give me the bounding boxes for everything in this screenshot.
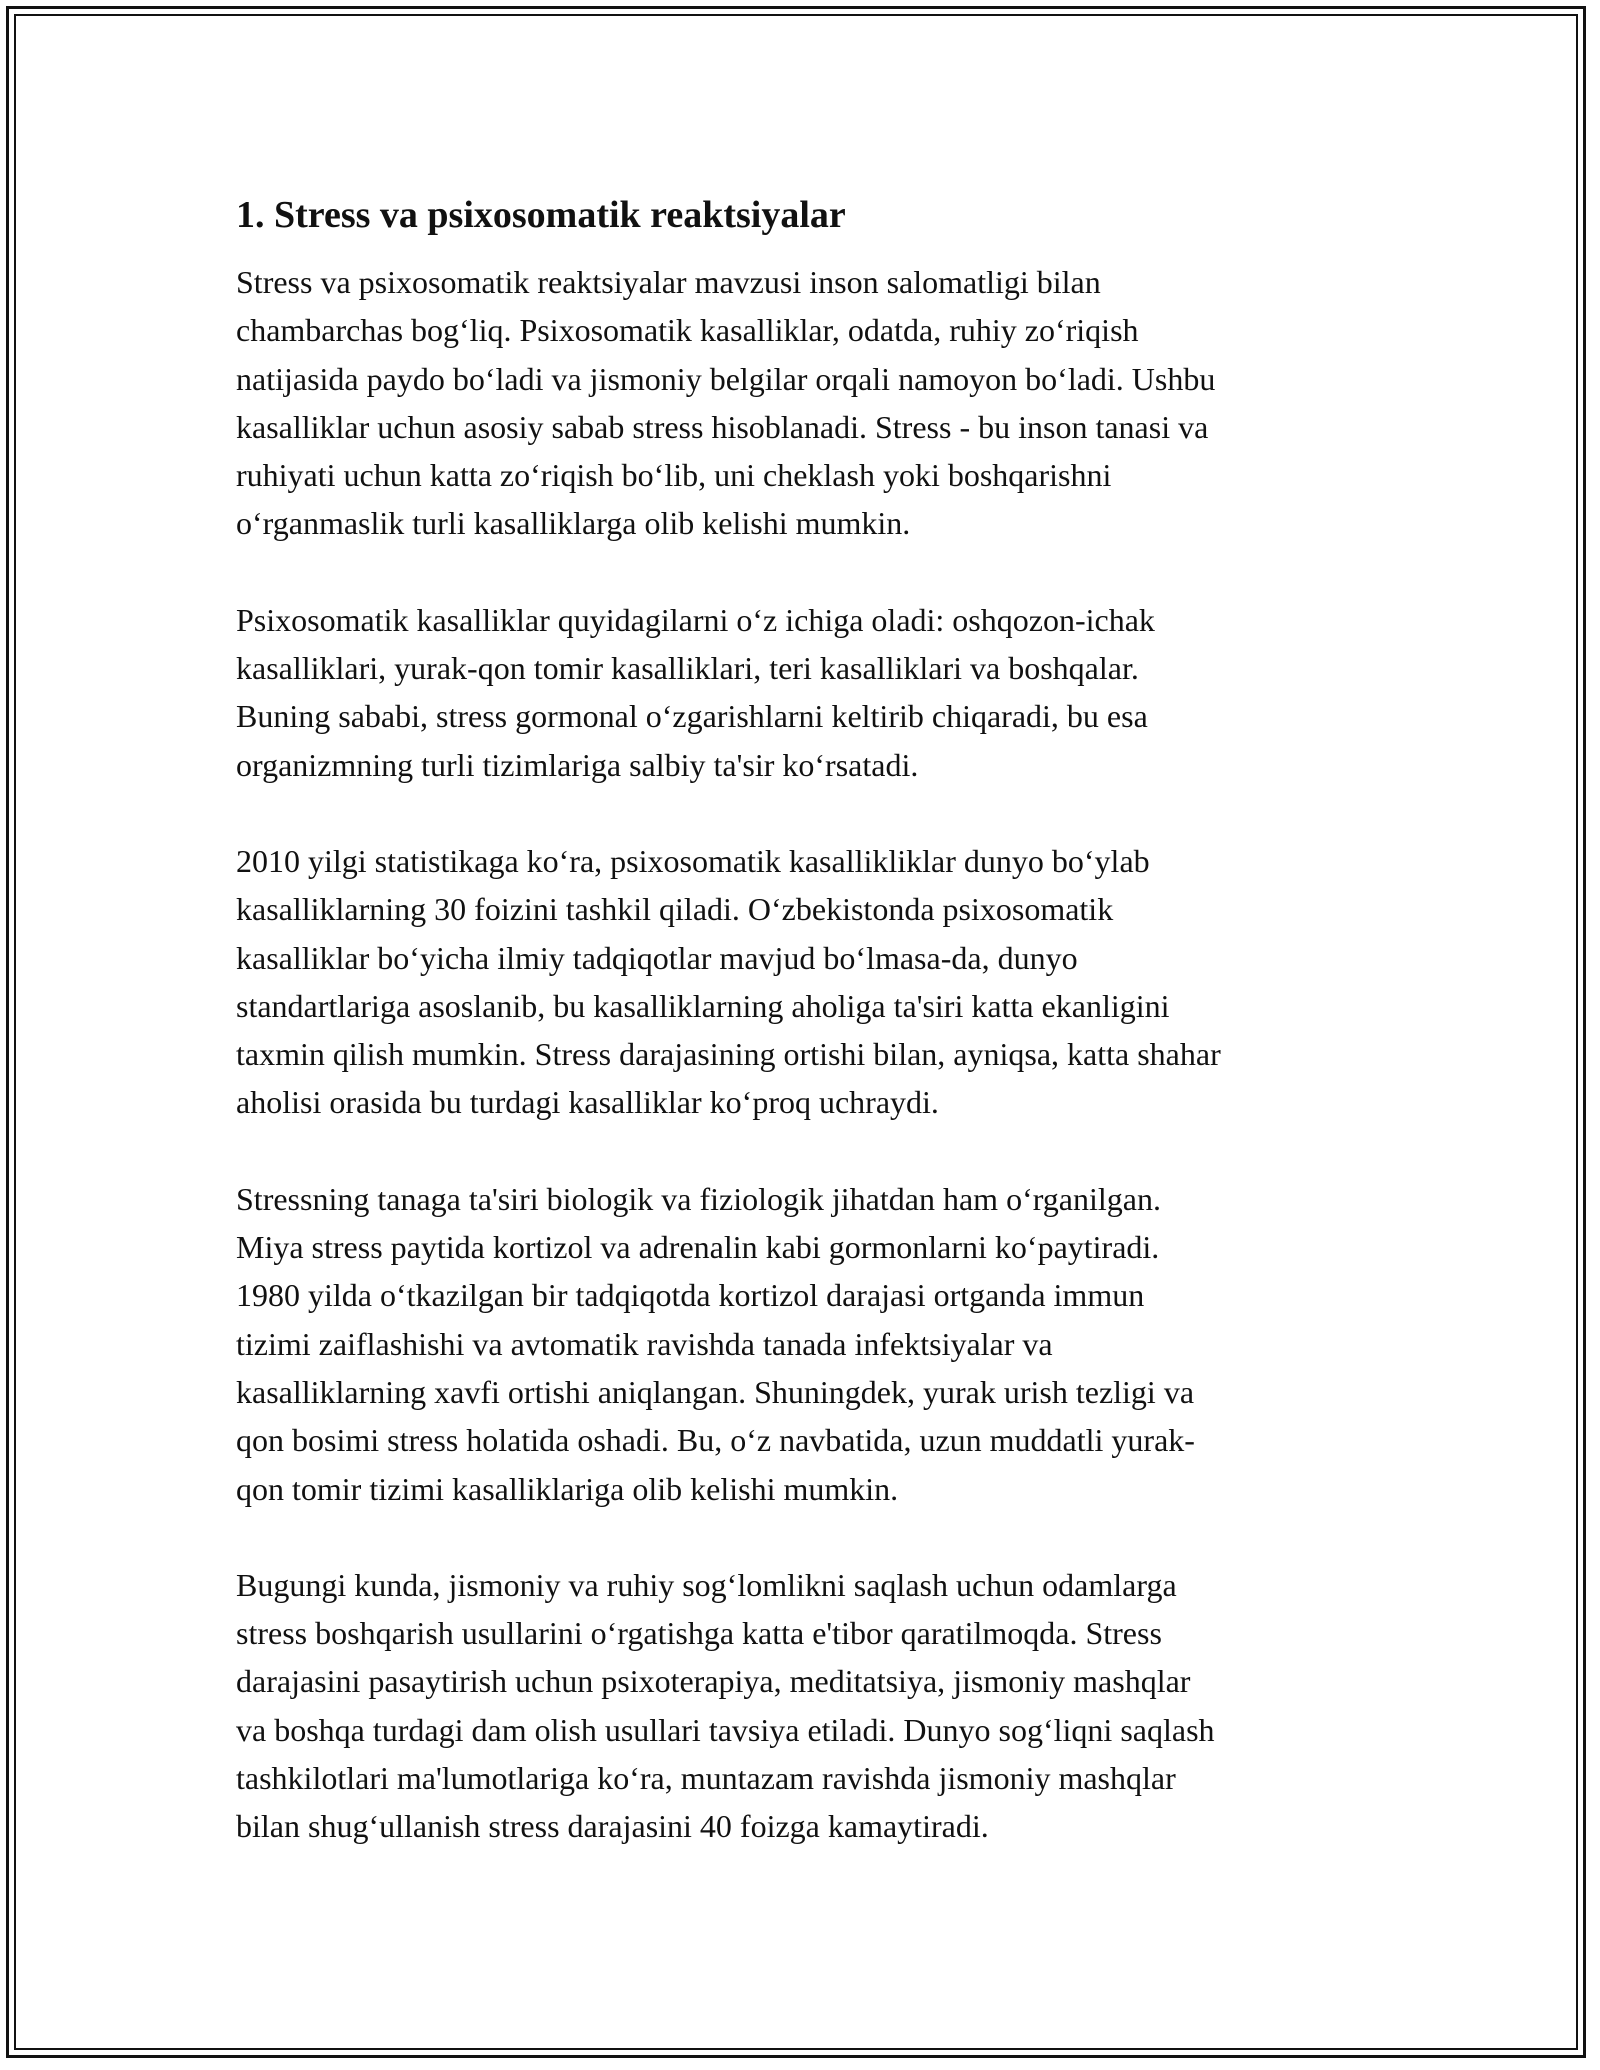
text-line: qon tomir tizimi kasalliklariga olib kelishi mumkin. <box>236 1470 899 1507</box>
text-line: aholisi orasida bu turdagi kasalliklar ko‘proq uchraydi. <box>236 1084 939 1121</box>
text-line: stress boshqarish usullarini o‘rgatishga katta e'tibor qaratilmoqda. Stress <box>236 1615 1162 1652</box>
text-line: taxmin qilish mumkin. Stress darajasining ortishi bilan, ayniqsa, katta shahar <box>236 1036 1221 1073</box>
text-line: kasalliklar uchun asosiy sabab stress hisoblanadi. Stress - bu inson tanasi va <box>236 408 1209 445</box>
text-line: tizimi zaiflashishi va avtomatik ravishda tanada infektsiyalar va <box>236 1325 1053 1362</box>
text-line: ruhiyati uchun katta zo‘riqish bo‘lib, uni cheklash yoki boshqarishni <box>236 457 1112 494</box>
text-line: kasalliklari, yurak-qon tomir kasalliklari, teri kasalliklari va boshqalar. <box>236 650 1139 687</box>
text-line: 1980 yilda o‘tkazilgan bir tadqiqotda kortizol darajasi ortganda immun <box>236 1277 1145 1314</box>
text-line: kasalliklarning xavfi ortishi aniqlangan. Shuningdek, yurak urish tezligi va <box>236 1373 1195 1410</box>
text-line: Stressning tanaga ta'siri biologik va fiziologik jihatdan ham o‘rganilgan. <box>236 1180 1161 1217</box>
text-line: Stress va psixosomatik reaktsiyalar mavzusi inson salomatligi bilan <box>236 264 1101 300</box>
text-line: kasalliklarning 30 foizini tashkil qiladi. O‘zbekistonda psixosomatik <box>236 891 1114 928</box>
paragraph-4 <box>236 1175 1366 1513</box>
text-line: bilan shug‘ullanish stress darajasini 40 foizga kamaytiradi. <box>236 1808 989 1845</box>
text-line: kasalliklar bo‘yicha ilmiy tadqiqotlar mavjud bo‘lmasa-da, dunyo <box>236 939 1078 976</box>
text-line: darajasini pasaytirish uchun psixoterapiya, meditatsiya, jismoniy mashqlar <box>236 1663 1191 1700</box>
text-line: organizmning turli tizimlariga salbiy ta'sir ko‘rsatadi. <box>236 746 919 783</box>
text-line: tashkilotlari ma'lumotlariga ko‘ra, muntazam ravishda jismoniy mashqlar <box>236 1760 1176 1797</box>
text-line: Bugungi kunda, jismoniy va ruhiy sog‘lomlikni saqlash uchun odamlarga <box>236 1566 1177 1603</box>
text-line: o‘rganmaslik turli kasalliklarga olib kelishi mumkin. <box>236 505 911 542</box>
text-line: standartlariga asoslanib, bu kasalliklarning aholiga ta'siri katta ekanligini <box>236 987 1170 1024</box>
text-line: natijasida paydo bo‘ladi va jismoniy belgilar orqali namoyon bo‘ladi. Ushbu <box>236 360 1216 397</box>
text-line: Miya stress paytida kortizol va adrenalin kabi gormonlarni ko‘paytiradi. <box>236 1229 1160 1266</box>
text-line: Buning sababi, stress gormonal o‘zgarishlarni keltirib chiqaradi, bu esa <box>236 698 1148 735</box>
paragraph-3 <box>236 837 1366 1127</box>
section-heading: 1. Stress va psixosomatik reaktsiyalar <box>236 194 846 236</box>
text-line: qon bosimi stress holatida oshadi. Bu, o‘z navbatida, uzun muddatli yurak- <box>236 1422 1195 1459</box>
text-line: 2010 yilgi statistikaga ko‘ra, psixosomatik kasallikliklar dunyo bo‘ylab <box>236 842 1150 879</box>
document-body <box>236 190 1366 1899</box>
text-line: Psixosomatik kasalliklar quyidagilarni o‘z ichiga oladi: oshqozon-ichak <box>236 601 1155 638</box>
paragraph-2 <box>236 596 1366 789</box>
paragraph-5 <box>236 1561 1366 1851</box>
paragraph-1 <box>236 258 1366 548</box>
text-line: chambarchas bog‘liq. Psixosomatik kasalliklar, odatda, ruhiy zo‘riqish <box>236 312 1139 349</box>
text-line: va boshqa turdagi dam olish usullari tavsiya etiladi. Dunyo sog‘liqni saqlash <box>236 1711 1215 1748</box>
